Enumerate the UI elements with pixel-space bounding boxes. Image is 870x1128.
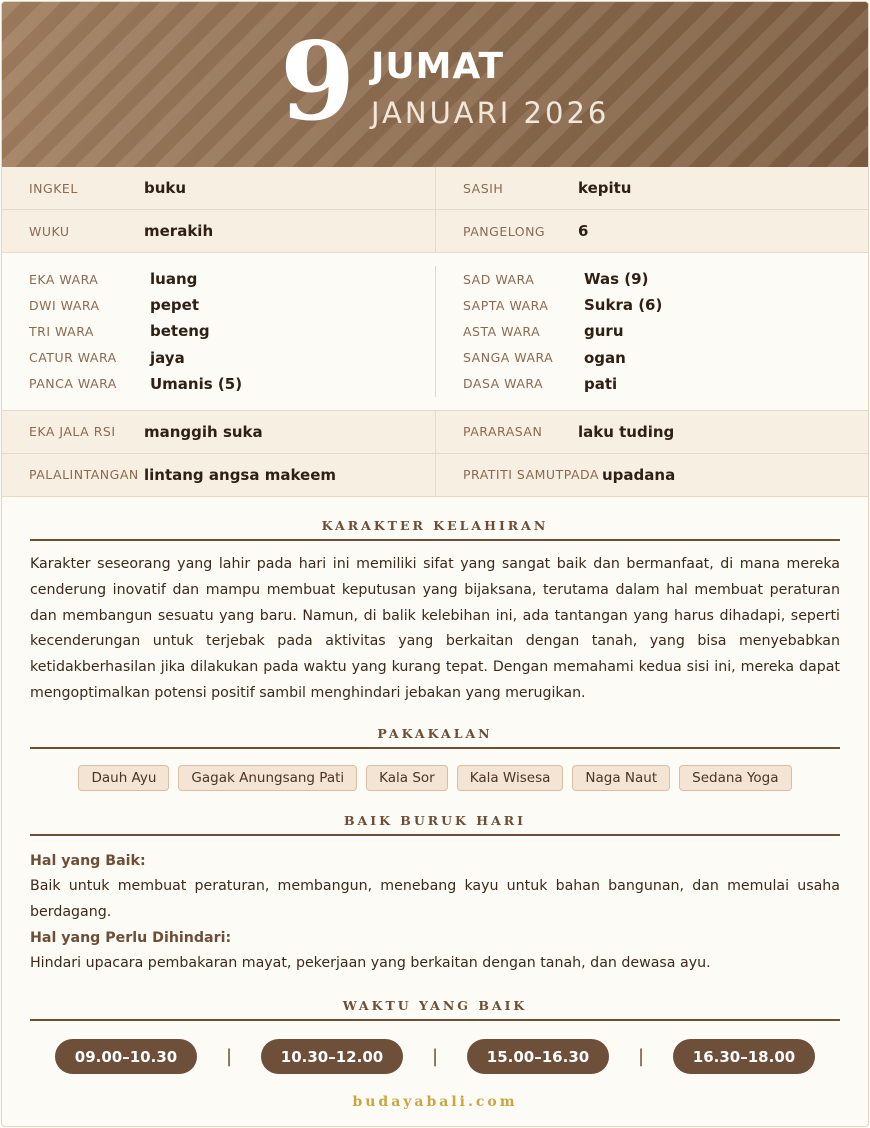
info-cell-sasih [435,167,868,209]
info-value: merakih [144,222,214,240]
info-value: laku tuding [578,422,675,441]
wara-value: Umanis (5) [150,374,243,393]
info-value: upadana [602,465,676,484]
time-slot-pill: 15.00–16.30 [467,1039,609,1074]
info-value: buku [144,179,187,197]
wara-row [463,371,868,397]
info-value: 6 [578,222,589,240]
wara-left-column [2,266,435,397]
wara-label: SANGA WARA [463,350,554,366]
time-slot-pill: 16.30–18.00 [673,1039,815,1074]
month-year: JANUARI 2026 [371,96,610,130]
info-value: manggih suka [144,422,263,441]
pakakalan-list [30,765,840,791]
waktu-title: WAKTU YANG BAIK [30,998,840,1021]
wara-value: pepet [150,296,199,315]
wara-value: beteng [150,322,210,341]
wara-value: luang [150,270,198,289]
date-header [2,2,868,167]
wara-value: Was (9) [584,270,649,289]
wara-label: CATUR WARA [29,350,117,366]
wara-row [29,345,435,371]
pakakalan-chip: Kala Sor [366,765,448,791]
karakter-title: KARAKTER KELAHIRAN [30,518,840,541]
info-cell-pangelong [435,210,868,252]
wara-label: SAPTA WARA [463,297,549,313]
pakakalan-chip: Dauh Ayu [78,765,169,791]
day-number: 9 [280,19,356,145]
time-separator: | [637,1046,645,1068]
info-label: SASIH [463,180,504,196]
info-cell-palalintangan [2,454,435,496]
wara-value: pati [584,374,618,393]
info-label: PALALINTANGAN [29,467,139,483]
wara-row [463,345,868,371]
time-slot-pill: 10.30–12.00 [261,1039,403,1074]
time-separator: | [431,1046,439,1068]
time-slots [30,1039,840,1074]
wara-right-column [435,266,868,397]
pakakalan-section [2,707,868,791]
pakakalan-title: PAKAKALAN [30,726,840,749]
info-row-ekajalarsi-pararasan [2,411,868,454]
info-row-palalintangan-pratiti [2,454,868,497]
footer-brand: budayabali.com [352,1094,518,1111]
info-label: WUKU [29,223,70,239]
baik-buruk-title: BAIK BURUK HARI [30,813,840,836]
info-value: kepitu [578,179,632,197]
calendar-card [1,1,869,1127]
time-separator: | [225,1046,233,1068]
wara-row [29,371,435,397]
wara-label: DASA WARA [463,376,544,392]
pakakalan-chip: Sedana Yoga [679,765,791,791]
baik-buruk-section [2,791,868,977]
info-label: PRATITI SAMUTPADA [463,467,599,483]
pakakalan-chip: Gagak Anungsang Pati [178,765,357,791]
info-row-ingkel-sasih [2,167,868,210]
wara-row [29,266,435,292]
pakakalan-chip: Naga Naut [572,765,670,791]
wara-label: DWI WARA [29,297,100,313]
wara-value: ogan [584,348,626,367]
info-cell-eka-jala-rsi [2,411,435,453]
wara-value: Sukra (6) [584,296,663,315]
day-name: JUMAT [371,46,505,87]
info-label: PARARASAN [463,424,543,440]
pakakalan-chip: Kala Wisesa [457,765,564,791]
info-row-wuku-pangelong [2,210,868,253]
wara-label: SAD WARA [463,271,535,287]
wara-label: ASTA WARA [463,323,541,339]
wara-label: PANCA WARA [29,376,117,392]
info-cell-pratiti-samutpada [435,454,868,496]
info-label: PANGELONG [463,223,546,239]
info-cell-wuku [2,210,435,252]
good-text: Baik untuk membuat peraturan, membangun, menebang kayu untuk bahan bangunan, dan memulai usaha berdagang. [30,877,840,920]
wara-value: guru [584,322,624,341]
info-cell-pararasan [435,411,868,453]
info-value: lintang angsa makeem [144,465,337,484]
wara-row [463,318,868,344]
wara-label: TRI WARA [29,323,94,339]
avoid-text: Hindari upacara pembakaran mayat, pekerjaan yang berkaitan dengan tanah, dan dewasa ayu. [30,955,711,972]
good-heading: Hal yang Baik: [30,852,146,869]
waktu-section [2,977,868,1074]
karakter-section [2,497,868,707]
wara-table [2,253,868,411]
wara-row [29,318,435,344]
info-label: EKA JALA RSI [29,424,116,440]
wara-value: jaya [150,348,185,367]
karakter-text: Karakter seseorang yang lahir pada hari ini memiliki sifat yang sangat baik dan bermanfaat, di mana mereka cenderung inovatif dan mampu membuat keputusan yang bijaksana, terutama dalam hal membuat peraturan dan membangun sesuatu yang baru. Namun, di balik kelebihan ini, ada tantangan yang harus dihadapi, seperti kecenderungan untuk terjebak pada aktivitas yang berkaitan dengan tanah, yang bisa menyebabkan ketidakberhasilan jika dilakukan pada waktu yang kurang tepat. Dengan memahami kedua sisi ini, mereka dapat mengoptimalkan potensi positif sambil menghindari jebakan yang merugikan. [30,555,840,701]
info-cell-ingkel [2,167,435,209]
wara-row [463,266,868,292]
wara-label: EKA WARA [29,271,99,287]
time-slot-pill: 09.00–10.30 [55,1039,197,1074]
wara-row [29,292,435,318]
wara-row [463,292,868,318]
baik-buruk-content [30,848,840,977]
info-label: INGKEL [29,180,78,196]
avoid-heading: Hal yang Perlu Dihindari: [30,930,232,947]
